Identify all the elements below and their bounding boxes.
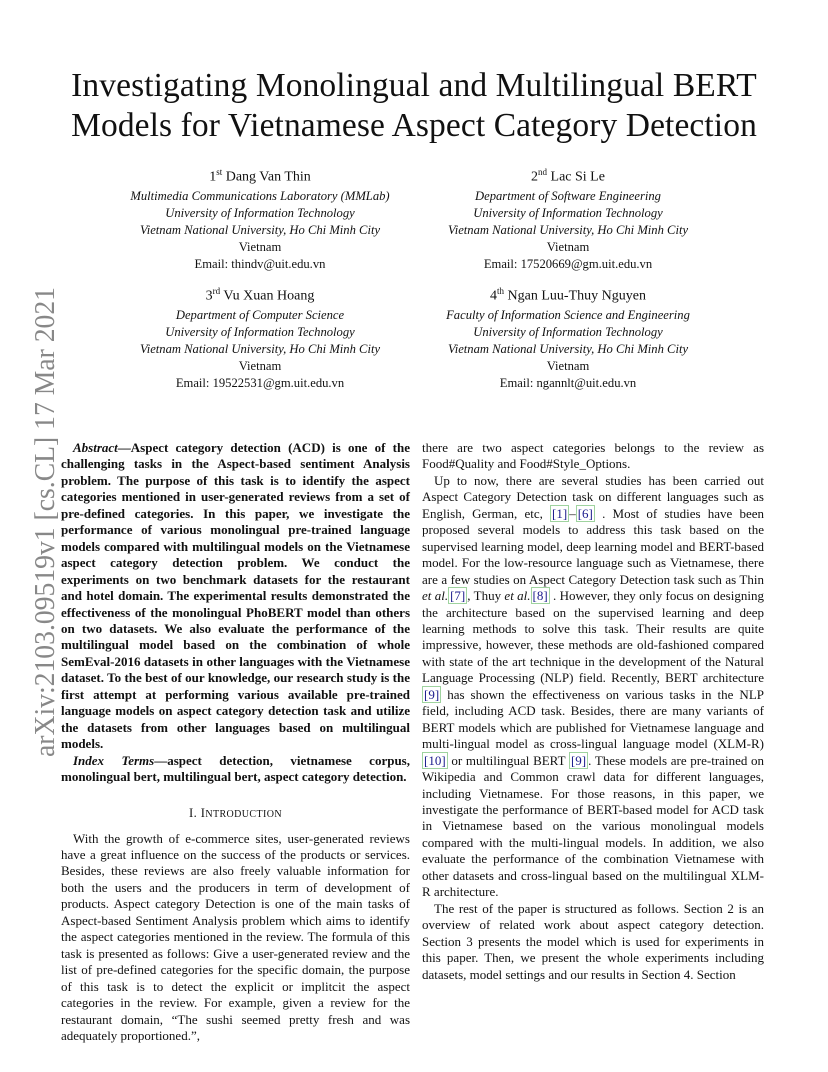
- abstract-label: Abstract: [73, 440, 118, 455]
- author-name: Vu Xuan Hoang: [223, 288, 315, 304]
- paper-title: [60, 66, 768, 146]
- author-block-3: [80, 281, 440, 392]
- section-number: I.: [189, 805, 198, 820]
- text-run-italic: et al.: [422, 588, 449, 604]
- title-line-2: Models for Vietnamese Aspect Category Detection: [71, 107, 757, 144]
- author-name: Dang Van Thin: [225, 169, 311, 185]
- author-affiliation: Vietnam National University, Ho Chi Minh City: [447, 222, 689, 237]
- author-block-4: [388, 281, 748, 392]
- citation-link[interactable]: [9]: [424, 686, 440, 702]
- author-country: Vietnam: [546, 239, 590, 254]
- text-run: has shown the effectiveness on various tasks in the NLP field, including ACD task. Besides, there are many variants of BERT models which are published for Vietnamese language and multi-lingual model as cross-lingual language model (XLM-R): [422, 686, 764, 752]
- paragraph-continuation: there are two aspect categories belongs to the review as Food#Quality and Food#Style_Options.: [422, 440, 764, 472]
- right-column: [422, 440, 764, 983]
- author-ordinal-suffix: th: [497, 286, 505, 296]
- author-email: Email: thindv@uit.edu.vn: [194, 256, 326, 271]
- author-affiliation: University of Information Technology: [473, 205, 663, 220]
- author-affiliation: Vietnam National University, Ho Chi Minh City: [447, 341, 689, 356]
- text-run: –: [569, 505, 576, 521]
- author-ordinal-suffix: st: [216, 167, 223, 177]
- text-run: . Most of studies have been proposed several models to address this task based on the supervised learning model, deep learning model and BERT-based model. For the low-resource language such as Vietnamese, there are a few studies on Aspect Category Detection task such as Thin: [422, 505, 764, 587]
- author-affiliation: University of Information Technology: [165, 205, 355, 220]
- index-terms-label: Index Terms: [73, 752, 155, 768]
- author-affiliation: Department of Computer Science: [175, 307, 345, 322]
- title-line-1: Investigating Monolingual and Multilingual BERT: [71, 67, 757, 104]
- author-name: Ngan Luu-Thuy Nguyen: [507, 288, 646, 304]
- intro-paragraph: With the growth of e-commerce sites, user-generated reviews have a great influence on the success of the products or services. Besides, these reviews are also freely valuable information for both the users and the producers in term of development of products. Aspect category Detection is one of the main tasks of Aspect-based Sentiment Analysis problem which aims to identify the aspect categories mentioned in the review. The formula of this task is presented as follows: Give a user-generated review and the list of pre-defined categories for the specific domain, the purpose of this task is to detect the explicit or implitcit the aspect categories in the review. For example, given a review for the restaurant domain, “The sushi seemed pretty fresh and was adequately proportioned.”,: [61, 830, 410, 1043]
- author-affiliation: Faculty of Information Science and Engineering: [446, 307, 690, 322]
- author-block-2: [388, 162, 748, 273]
- index-terms: [61, 753, 410, 786]
- author-email: Email: 17520669@gm.uit.edu.vn: [483, 256, 653, 271]
- author-affiliation: University of Information Technology: [165, 324, 355, 339]
- author-name: Lac Si Le: [550, 169, 605, 185]
- citation-link[interactable]: [1]: [552, 505, 568, 521]
- section-title-initial: I: [200, 805, 206, 820]
- arxiv-stamp: [18, 264, 66, 757]
- text-run: . However, they only focus on designing the architecture based on the supervised learning and deep learning methods to solve this task. Their results are quite impressive, however, these methods are old-fashioned compared with state of the art technique in the development of the Natural Language Processing (NLP) field. Recently, BERT architecture: [422, 588, 764, 686]
- structure-paragraph: The rest of the paper is structured as follows. Section 2 is an overview of related work about aspect category detection. Section 3 presents the model which is used for experiments in this paper. Then, we present the whole experiments including datasets, model settings and our results in Section 4. Section: [422, 900, 764, 982]
- arxiv-stamp-text: arXiv:2103.09519v1 [cs.CL] 17 Mar 2021: [29, 264, 61, 757]
- author-affiliation: Vietnam National University, Ho Chi Minh City: [139, 222, 381, 237]
- citation-link[interactable]: [9]: [570, 752, 587, 768]
- related-studies-paragraph: [422, 473, 764, 901]
- author-ordinal: 1: [209, 169, 217, 185]
- author-affiliation: Multimedia Communications Laboratory (MMLab): [130, 188, 390, 203]
- author-ordinal: 2: [531, 169, 539, 185]
- left-column: [61, 440, 410, 1044]
- author-ordinal-suffix: rd: [212, 286, 221, 296]
- author-ordinal: 3: [205, 288, 213, 304]
- author-ordinal: 4: [490, 288, 498, 304]
- author-affiliation: University of Information Technology: [473, 324, 663, 339]
- abstract: [61, 440, 410, 753]
- author-block-1: [80, 162, 440, 273]
- section-title-rest: NTRODUCTION: [205, 808, 282, 820]
- citation-link[interactable]: [10]: [424, 752, 446, 768]
- citation-link[interactable]: [8]: [532, 588, 548, 604]
- text-run-italic: et al.: [504, 588, 531, 604]
- author-country: Vietnam: [238, 239, 282, 254]
- citation-link[interactable]: [7]: [450, 588, 466, 604]
- text-run: , Thuy: [467, 588, 505, 604]
- citation-link[interactable]: [6]: [577, 505, 593, 521]
- section-heading: [61, 806, 410, 821]
- author-country: Vietnam: [546, 358, 590, 373]
- text-run: . These models are pre-trained on Wikipedia and Common crawl data for different languages, including Vietnamese. For those reasons, in this paper, we investigate the performance of BERT-based model for ACD task in Vietnamese based on the various monolingual models compared with the multi-lingual models. In addition, we also evaluate the performance of the combination Vietnamese with other datasets and cross-lingual based on the multilingual XLM-R architecture.: [422, 752, 765, 900]
- text-run: or multilingual BERT: [447, 752, 569, 768]
- author-ordinal-suffix: nd: [538, 167, 548, 177]
- abstract-text: —Aspect category detection (ACD) is one of the challenging tasks in the Aspect-based sentiment Analysis problem. The purpose of this task is to identify the aspect categories mentioned in user-generated reviews from a set of pre-defined categories. In this paper, we investigate the performance of various monolingual pre-trained language models compared with multilingual models on the Vietnamese aspect category detection problem. We conduct the experiments on two benchmark datasets for the restaurant and hotel domain. The experimental results demonstrated the effectiveness of the monolingual PhoBERT model than others on two datasets. We also evaluate the performance of the multilingual model based on the combination of whole SemEval-2016 datasets in other languages with the Vietnamese dataset. To the best of our knowledge, our research study is the first attempt at performing various available pre-trained language models on aspect category detection task and utilize the datasets from other languages based on multilingual models.: [61, 440, 410, 752]
- author-country: Vietnam: [238, 358, 282, 373]
- text-run: Up to now, there are several studies has been carried out Aspect Category Detection task on different languages such as English, German, etc,: [422, 472, 764, 521]
- author-email: Email: 19522531@gm.uit.edu.vn: [175, 375, 345, 390]
- author-email: Email: ngannlt@uit.edu.vn: [499, 375, 637, 390]
- author-affiliation: Department of Software Engineering: [475, 188, 661, 203]
- index-terms-text: —aspect detection, vietnamese corpus, monolingual bert, multilingual bert, aspect category detection.: [61, 752, 410, 785]
- author-affiliation: Vietnam National University, Ho Chi Minh City: [139, 341, 381, 356]
